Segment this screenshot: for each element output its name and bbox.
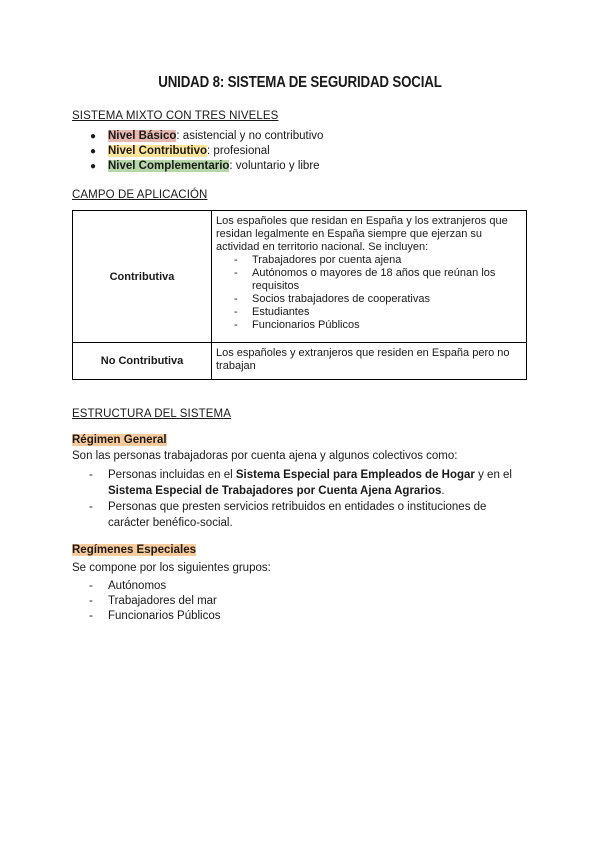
level-complementario-label: Nivel Complementario — [108, 160, 230, 172]
list-item: - Socios trabajadores de cooperativas — [234, 293, 430, 305]
description-intro: Los españoles y extranjeros que residen en España pero no trabajan — [216, 347, 510, 372]
regimen-general-heading: Régimen General — [72, 434, 167, 446]
table-row — [73, 211, 527, 343]
levels-list — [90, 129, 323, 174]
list-item — [90, 144, 323, 159]
level-contributivo-text: : profesional — [207, 145, 270, 157]
section-heading-niveles: SISTEMA MIXTO CON TRES NIVELES — [72, 110, 279, 122]
list-item: - Trabajadores por cuenta ajena — [234, 254, 402, 266]
table-cell-description — [212, 343, 527, 380]
bullet-icon: ● — [90, 146, 97, 157]
campo-aplicacion-table — [72, 210, 527, 380]
regimen-general-intro: Son las personas trabajadoras por cuenta ajena y algunos colectivos como: — [72, 450, 458, 462]
table-cell-description — [212, 211, 527, 343]
regimenes-especiales-heading: Regímenes Especiales — [72, 544, 197, 556]
bullet-icon: ● — [90, 131, 97, 142]
list-item: - Funcionarios Públicos — [89, 610, 221, 622]
section-heading-campo: CAMPO DE APLICACIÓN — [72, 189, 208, 201]
table-cell-label: Contributiva — [73, 211, 212, 343]
list-item — [90, 129, 323, 144]
level-basico-label: Nivel Básico — [108, 130, 177, 142]
list-item: - Autónomos o mayores de 18 años que reúnan los requisitos — [234, 267, 496, 292]
list-item: - Personas incluidas en el Sistema Especial para Empleados de Hogar y en el Sistema Especial de Trabajadores por Cuenta Ajena Agrarios. — [89, 469, 512, 497]
level-basico-text: : asistencial y no contributivo — [176, 130, 324, 142]
section-heading-estructura: ESTRUCTURA DEL SISTEMA — [72, 408, 231, 420]
table-row — [73, 343, 527, 380]
bullet-icon: ● — [90, 161, 97, 172]
list-item: - Autónomos — [89, 580, 167, 592]
page-title: UNIDAD 8: SISTEMA DE SEGURIDAD SOCIAL — [158, 74, 442, 91]
list-item: - Personas que presten servicios retribuidos en entidades o instituciones de carácter benéfico-social. — [89, 501, 487, 529]
list-item — [90, 159, 323, 174]
regimenes-especiales-intro: Se compone por los siguientes grupos: — [72, 562, 271, 574]
table-cell-label: No Contributiva — [73, 343, 212, 380]
list-item: - Funcionarios Públicos — [234, 319, 360, 331]
included-list — [216, 254, 520, 332]
description-intro: Los españoles que residan en España y los extranjeros que residan legalmente en España siempre que ejerzan su actividad en territorio nacional. Se incluyen: — [216, 215, 508, 253]
list-item: - Estudiantes — [234, 306, 310, 318]
list-item: - Trabajadores del mar — [89, 595, 217, 607]
level-contributivo-label: Nivel Contributivo — [108, 145, 208, 157]
level-complementario-text: : voluntario y libre — [229, 160, 320, 172]
